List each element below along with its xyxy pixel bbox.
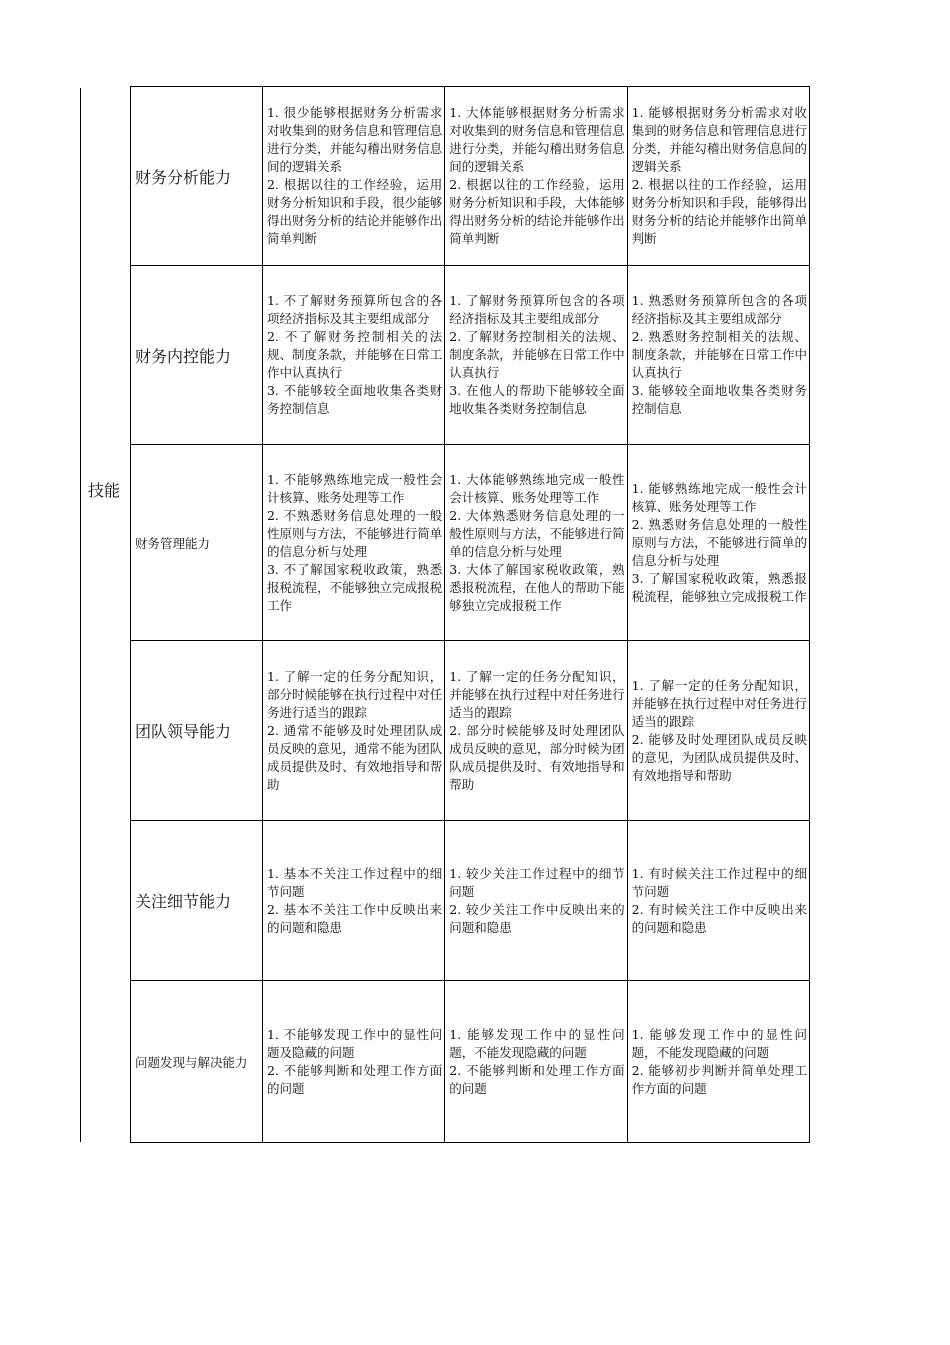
level-cell [627, 821, 809, 981]
level-cell [445, 445, 627, 641]
level-item: 2. 能够及时处理团队成员反映的意见，为团队成员提供及时、有效地指导和帮助 [631, 731, 807, 783]
table-row [131, 445, 810, 641]
competency-name: 财务内控能力 [131, 266, 263, 445]
level-item: 3. 大体了解国家税收政策，熟悉报税流程，在他人的帮助下能够独立完成报税工作 [449, 561, 625, 613]
competency-name: 团队领导能力 [131, 641, 263, 821]
level-item: 2. 根据以往的工作经验，运用财务分析知识和手段，大体能够得出财务分析的结论并能够作出简单判断 [449, 177, 625, 246]
level-item: 2. 不熟悉财务信息处理的一般性原则与方法，不能够进行简单的信息分析与处理 [266, 507, 443, 559]
level-cell [627, 87, 809, 266]
level-item: 1. 大体能够熟练地完成一般性会计核算、账务处理等工作 [449, 471, 625, 505]
level-item: 1. 较少关注工作过程中的细节问题 [449, 865, 625, 899]
level-cell [445, 641, 627, 821]
level-item: 2. 不能够判断和处理工作方面的问题 [266, 1062, 443, 1096]
competency-name: 问题发现与解决能力 [131, 981, 263, 1143]
competency-name: 财务分析能力 [131, 87, 263, 266]
level-item: 3. 在他人的帮助下能够较全面地收集各类财务控制信息 [449, 383, 625, 416]
level-item: 3. 能够较全面地收集各类财务控制信息 [631, 383, 807, 416]
level-cell [262, 641, 444, 821]
table-row [131, 641, 810, 821]
level-item: 1. 了解一定的任务分配知识，并能够在执行过程中对任务进行适当的跟踪 [631, 677, 807, 729]
table-row [131, 266, 810, 445]
level-cell [627, 445, 809, 641]
competency-name: 财务管理能力 [131, 445, 263, 641]
level-item: 2. 较少关注工作中反映出来的问题和隐患 [449, 901, 625, 935]
level-item: 1. 有时候关注工作过程中的细节问题 [631, 865, 807, 899]
level-item: 1. 了解财务预算所包含的各项经济指标及其主要组成部分 [449, 293, 625, 326]
level-cell [262, 266, 444, 445]
level-cell [445, 87, 627, 266]
level-cell [262, 981, 444, 1143]
level-item: 3. 不了解国家税收政策，熟悉报税流程，不能够独立完成报税工作 [266, 561, 443, 613]
level-item: 2. 有时候关注工作中反映出来的问题和隐患 [631, 901, 807, 935]
level-item: 2. 基本不关注工作中反映出来的问题和隐患 [266, 901, 443, 935]
level-cell [627, 266, 809, 445]
level-item: 2. 能够初步判断并简单处理工作方面的问题 [631, 1062, 807, 1096]
level-item: 1. 能够发现工作中的显性问题，不能发现隐藏的问题 [449, 1026, 625, 1060]
level-item: 1. 能够熟练地完成一般性会计核算、账务处理等工作 [631, 480, 807, 514]
level-item: 1. 不了解财务预算所包含的各项经济指标及其主要组成部分 [266, 293, 443, 326]
level-cell [445, 821, 627, 981]
level-item: 2. 根据以往的工作经验，运用财务分析知识和手段，很少能够得出财务分析的结论并能够作出简单判断 [266, 177, 443, 246]
level-cell [262, 821, 444, 981]
level-item: 2. 部分时候能够及时处理团队成员反映的意见，部分时候为团队成员提供及时、有效地指导和帮助 [449, 722, 625, 792]
level-item: 2. 大体熟悉财务信息处理的一般性原则与方法，不能够进行简单的信息分析与处理 [449, 507, 625, 559]
level-item: 1. 了解一定的任务分配知识，并能够在执行过程中对任务进行适当的跟踪 [449, 668, 625, 720]
left-border-line [80, 88, 81, 1142]
level-item: 1. 不能够熟练地完成一般性会计核算、账务处理等工作 [266, 471, 443, 505]
level-item: 1. 很少能够根据财务分析需求对收集到的财务信息和管理信息进行分类，并能勾稽出财务信息间的逻辑关系 [266, 105, 443, 174]
level-item: 1. 了解一定的任务分配知识，部分时候能够在执行过程中对任务进行适当的跟踪 [266, 668, 443, 720]
level-item: 2. 了解财务控制相关的法规、制度条款，并能够在日常工作中认真执行 [449, 329, 625, 380]
competency-name: 关注细节能力 [131, 821, 263, 981]
table-row [131, 87, 810, 266]
level-cell [445, 981, 627, 1143]
level-cell [627, 981, 809, 1143]
level-item: 1. 能够根据财务分析需求对收集到的财务信息和管理信息进行分类，并能勾稽出财务信息间的逻辑关系 [631, 105, 807, 174]
level-item: 2. 根据以往的工作经验，运用财务分析知识和手段，能够得出财务分析的结论并能够作出简单判断 [631, 177, 807, 246]
level-item: 1. 熟悉财务预算所包含的各项经济指标及其主要组成部分 [631, 293, 807, 326]
level-item: 2. 不能够判断和处理工作方面的问题 [449, 1062, 625, 1096]
level-item: 1. 基本不关注工作过程中的细节问题 [266, 865, 443, 899]
competency-table [130, 86, 810, 1143]
level-item: 1. 能够发现工作中的显性问题，不能发现隐藏的问题 [631, 1026, 807, 1060]
table-row [131, 981, 810, 1143]
level-item: 2. 不了解财务控制相关的法规、制度条款，并能够在日常工作中认真执行 [266, 329, 443, 380]
level-cell [445, 266, 627, 445]
level-cell [262, 445, 444, 641]
category-label: 技能 [88, 481, 121, 500]
level-item: 3. 了解国家税收政策，熟悉报税流程，能够独立完成报税工作 [631, 570, 807, 604]
level-item: 3. 不能够较全面地收集各类财务控制信息 [266, 383, 443, 416]
level-item: 1. 不能够发现工作中的显性问题及隐藏的问题 [266, 1026, 443, 1060]
table-row [131, 821, 810, 981]
level-item: 2. 熟悉财务信息处理的一般性原则与方法，不能够进行简单的信息分析与处理 [631, 516, 807, 568]
level-item: 2. 通常不能够及时处理团队成员反映的意见，通常不能为团队成员提供及时、有效地指导和帮助 [266, 722, 443, 792]
level-item: 2. 熟悉财务控制相关的法规、制度条款，并能够在日常工作中认真执行 [631, 329, 807, 380]
level-cell [262, 87, 444, 266]
level-item: 1. 大体能够根据财务分析需求对收集到的财务信息和管理信息进行分类，并能勾稽出财务信息间的逻辑关系 [449, 105, 625, 174]
level-cell [627, 641, 809, 821]
